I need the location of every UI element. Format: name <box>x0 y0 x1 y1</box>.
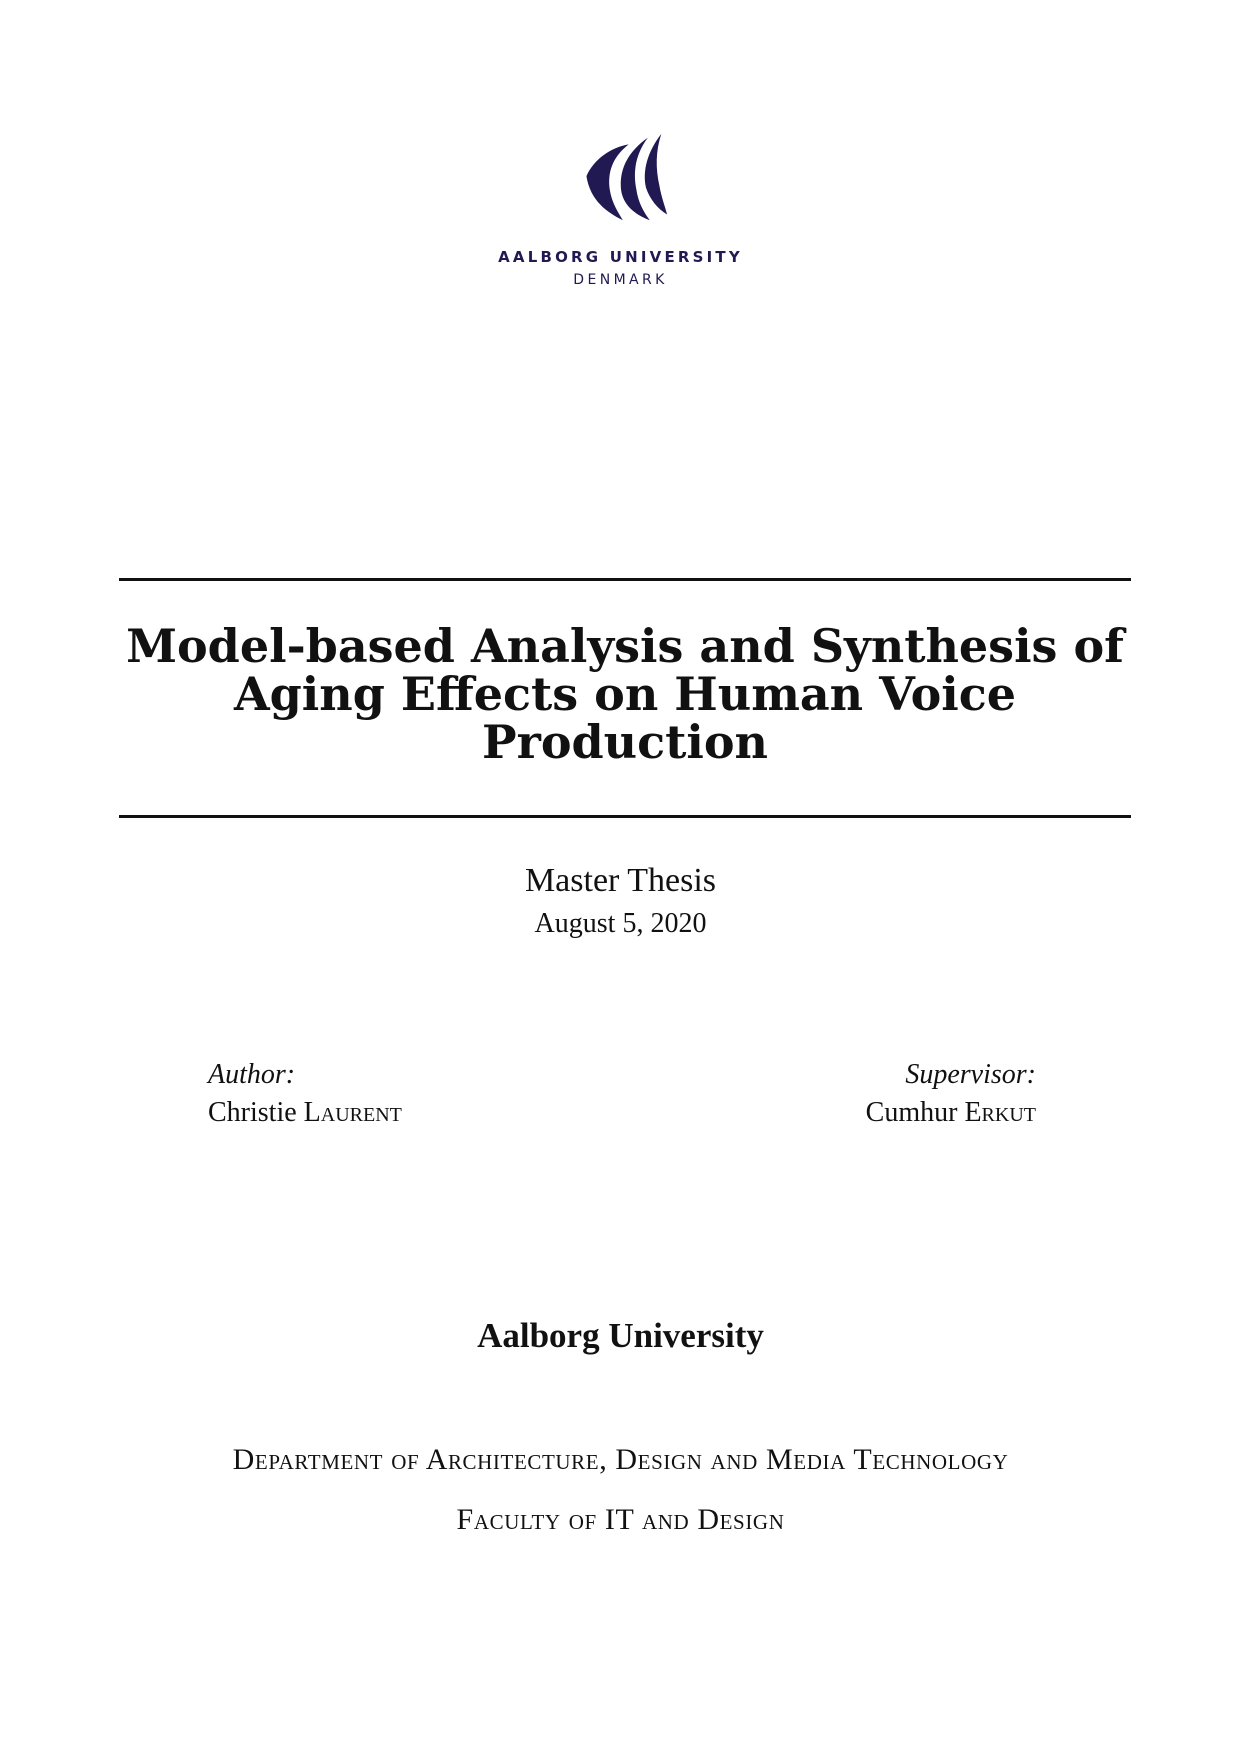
supervisor-label: Supervisor: <box>905 1059 1036 1090</box>
university-name: Aalborg University <box>477 1316 764 1355</box>
document-date: August 5, 2020 <box>534 908 707 939</box>
document-type: Master Thesis <box>524 862 717 899</box>
author-name <box>208 1094 402 1132</box>
logo-country: DENMARK <box>573 272 668 288</box>
author-last-name: Laurent <box>303 1097 402 1128</box>
supervisor-block <box>866 1056 1036 1132</box>
title-rule-bottom <box>119 815 1131 818</box>
department-name: Department of Architecture, Design and Media Technology <box>232 1443 1009 1476</box>
supervisor-last-name: Erkut <box>964 1097 1036 1128</box>
aau-wave-logo-icon <box>573 130 669 226</box>
author-label: Author: <box>208 1059 296 1090</box>
thesis-title: Model-based Analysis and Synthesis of Aging Effects on Human Voice Production <box>126 619 1124 769</box>
logo-university-name: AALBORG UNIVERSITY <box>498 248 743 266</box>
author-block <box>208 1056 402 1132</box>
supervisor-first-name: Cumhur <box>865 1097 958 1128</box>
supervisor-name <box>866 1094 1036 1132</box>
university-logo <box>0 130 1241 288</box>
author-first-name: Christie <box>208 1097 297 1128</box>
faculty-name: Faculty of IT and Design <box>456 1503 785 1536</box>
title-rule-top <box>119 578 1131 581</box>
